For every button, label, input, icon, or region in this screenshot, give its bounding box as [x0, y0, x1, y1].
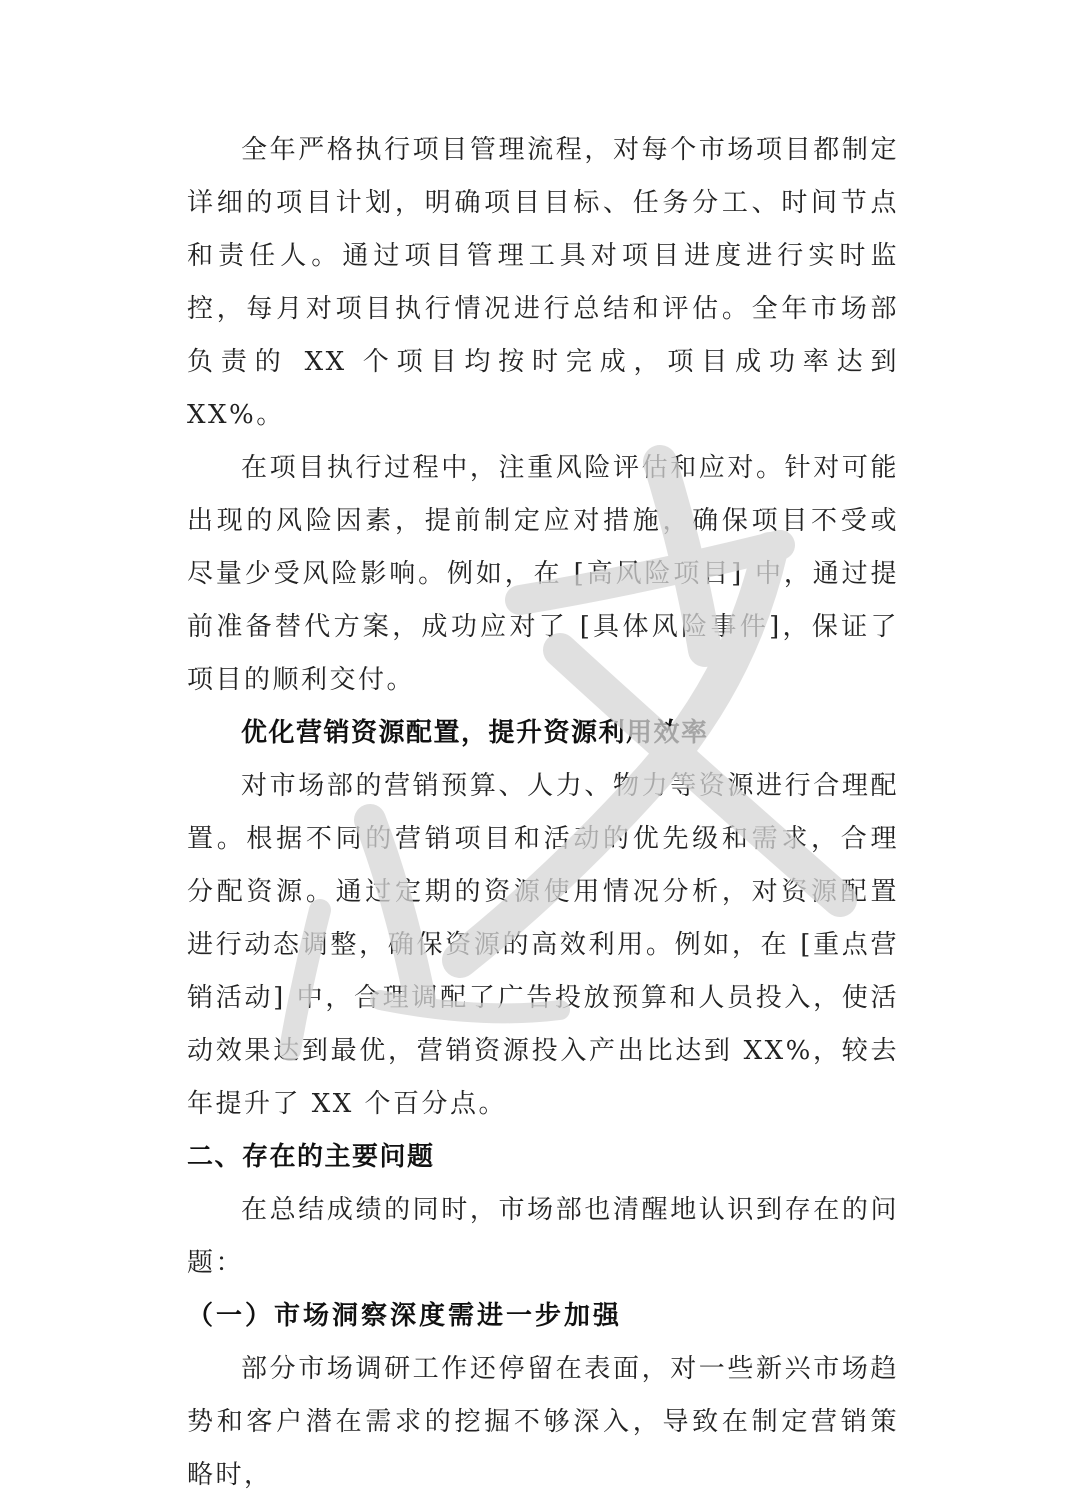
subsection-heading-market-insight: （一）市场洞察深度需进一步加强 [187, 1301, 623, 1331]
paragraph-risk-management: 在项目执行过程中，注重风险评估和应对。针对可能出现的风险因素，提前制定应对措施，确保项目不受或尽量少受风险影响。例如，在 [高风险项目] 中，通过提前准备替代方案，成功应对了 [具体风险事件]，保证了项目的顺利交付。 [187, 453, 899, 695]
paragraph-market-research: 部分市场调研工作还停留在表面，对一些新兴市场趋势和客户潜在需求的挖掘不够深入，导致在制定营销策略时， [187, 1354, 899, 1490]
paragraph-resource-allocation: 对市场部的营销预算、人力、物力等资源进行合理配置。根据不同的营销项目和活动的优先级和需求，合理分配资源。通过定期的资源使用情况分析，对资源配置进行动态调整，确保资源的高效利用。例如，在 [重点营销活动] 中，合理调配了广告投放预算和人员投入，使活动效果达到最优，营销资源投入产出比达到 XX%，较去年提升了 XX 个百分点。 [187, 771, 899, 1119]
subheading-resource-optimization: 优化营销资源配置，提升资源利用效率 [241, 718, 709, 748]
paragraph-project-management: 全年严格执行项目管理流程，对每个市场项目都制定详细的项目计划，明确项目目标、任务分工、时间节点和责任人。通过项目管理工具对项目进度进行实时监控，每月对项目执行情况进行总结和评估。全年市场部负责的 XX 个项目均按时完成，项目成功率达到 XX%。 [187, 135, 899, 430]
paragraph-problems-intro: 在总结成绩的同时，市场部也清醒地认识到存在的问题： [187, 1195, 899, 1278]
document-body [187, 124, 899, 1502]
section-heading-main-problems: 二、存在的主要问题 [187, 1142, 435, 1172]
